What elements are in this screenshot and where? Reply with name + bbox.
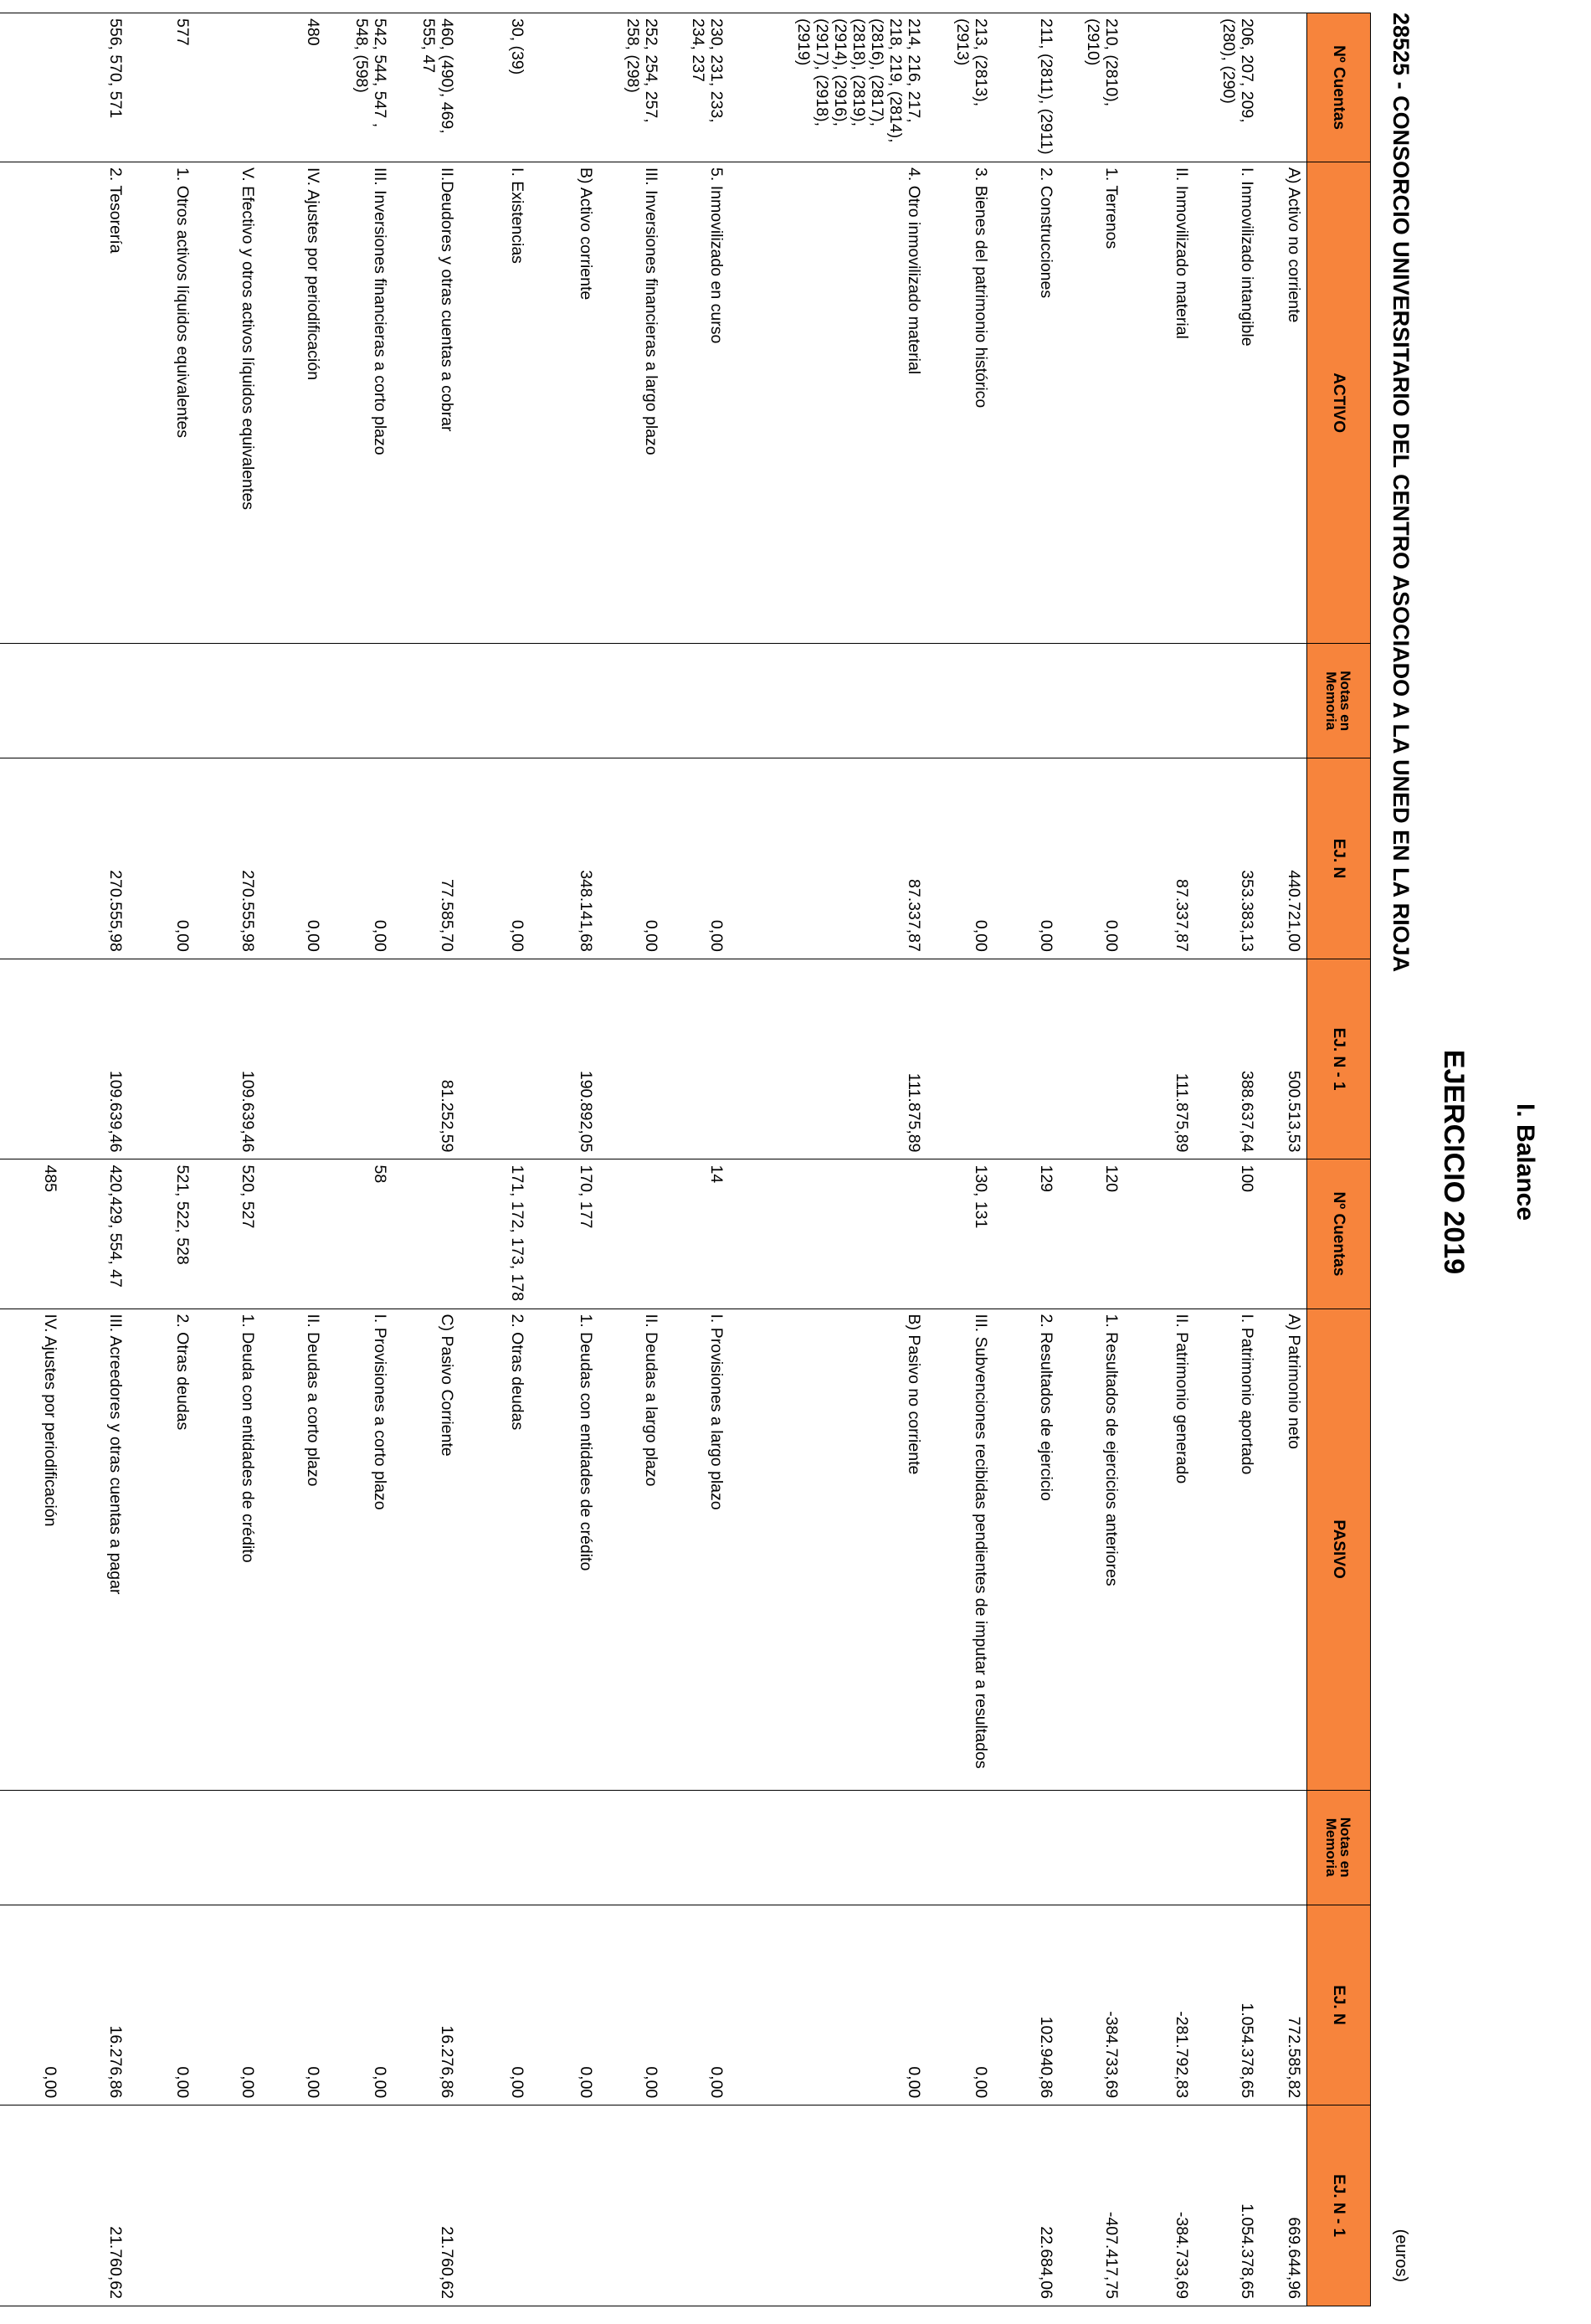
entity-heading: 28525 - CONSORCIO UNIVERSITARIO DEL CENTRO ASOCIADO A LA UNED EN LA RIOJA	[1388, 13, 1414, 973]
activo-accounts-cell: 214, 216, 217, 218, 219, (2814), (2816), (2817), (2818), (2819), (2914), (2916), (2917), (2918), (2919)	[730, 13, 927, 162]
pasivo-notes-cell	[1260, 1790, 1307, 1905]
pasivo-notes-cell	[0, 1790, 64, 1905]
activo-label-cell: III. Inversiones financieras a largo plazo	[599, 162, 665, 644]
pasivo-label-cell: B) Pasivo no corriente	[730, 1309, 927, 1790]
activo-notes-cell	[0, 644, 64, 758]
activo-label-cell: I. Inmovilizado intangible	[1195, 162, 1260, 644]
activo-notes-cell	[326, 644, 393, 758]
balance-table	[0, 13, 1371, 2306]
col-header-accounts-pasivo: Nº Cuentas	[1307, 1159, 1371, 1309]
pasivo-accounts-cell: 170, 177	[531, 1159, 599, 1309]
table-row	[393, 13, 460, 2306]
activo-label-cell: IV. Ajustes por periodificación	[261, 162, 326, 644]
activo-ejn-value: 0,00	[599, 758, 665, 959]
col-header-notes-pasivo: Notas en Memoria	[1307, 1790, 1371, 1905]
pasivo-notes-cell	[730, 1790, 927, 1905]
activo-ejn-value	[0, 758, 64, 959]
pasivo-label-cell: 1. Resultados de ejercicios anteriores	[1060, 1309, 1125, 1790]
pasivo-ejn-value: -281.792,83	[1125, 1905, 1195, 2105]
pasivo-ejn-value: -384.733,69	[1060, 1905, 1125, 2105]
pasivo-notes-cell	[665, 1790, 730, 1905]
table-row	[261, 13, 326, 2306]
activo-notes-cell	[994, 644, 1060, 758]
pasivo-ejn1-value	[129, 2105, 196, 2306]
pasivo-notes-cell	[326, 1790, 393, 1905]
activo-ejn-value: 270.555,98	[64, 758, 129, 959]
table-row	[1195, 13, 1260, 2306]
pasivo-ejn-value: 0,00	[0, 1905, 64, 2105]
report-title: I. Balance	[1511, 1103, 1539, 1221]
activo-notes-cell	[531, 644, 599, 758]
activo-notes-cell	[730, 644, 927, 758]
activo-label-cell: II. Inmovilizado material	[1125, 162, 1195, 644]
pasivo-ejn1-value	[326, 2105, 393, 2306]
pasivo-ejn-value: 1.054.378,65	[1195, 1905, 1260, 2105]
activo-ejn1-value	[599, 959, 665, 1159]
pasivo-ejn-value: 0,00	[196, 1905, 261, 2105]
pasivo-accounts-cell: 120	[1060, 1159, 1125, 1309]
pasivo-ejn1-value: 669.644,96	[1260, 2105, 1307, 2306]
pasivo-ejn-value: 0,00	[326, 1905, 393, 2105]
pasivo-accounts-cell: 485	[0, 1159, 64, 1309]
activo-notes-cell	[1060, 644, 1125, 758]
pasivo-accounts-cell: 171, 172, 173, 178	[460, 1159, 531, 1309]
activo-ejn-value: 0,00	[994, 758, 1060, 959]
activo-ejn-value: 348.141,68	[531, 758, 599, 959]
activo-accounts-cell: 252, 254, 257, 258, (298)	[599, 13, 665, 162]
pasivo-label-cell: 1. Deuda con entidades de crédito	[196, 1309, 261, 1790]
activo-notes-cell	[196, 644, 261, 758]
activo-ejn-value: 0,00	[129, 758, 196, 959]
pasivo-accounts-cell: 130, 131	[927, 1159, 994, 1309]
pasivo-accounts-cell	[730, 1159, 927, 1309]
pasivo-label-cell: 1. Deudas con entidades de crédito	[531, 1309, 599, 1790]
pasivo-label-cell: C) Pasivo Corriente	[393, 1309, 460, 1790]
activo-accounts-cell: 213, (2813), (2913)	[927, 13, 994, 162]
activo-accounts-cell: 30, (39)	[460, 13, 531, 162]
activo-notes-cell	[261, 644, 326, 758]
activo-ejn1-value	[994, 959, 1060, 1159]
activo-ejn-value: 87.337,87	[730, 758, 927, 959]
activo-notes-cell	[460, 644, 531, 758]
activo-ejn1-value	[261, 959, 326, 1159]
pasivo-ejn1-value: 21.760,62	[393, 2105, 460, 2306]
pasivo-notes-cell	[1060, 1790, 1125, 1905]
activo-ejn-value: 77.585,70	[393, 758, 460, 959]
pasivo-ejn-value: 16.276,86	[64, 1905, 129, 2105]
activo-accounts-cell: 542, 544, 547 , 548, (598)	[326, 13, 393, 162]
activo-ejn1-value	[665, 959, 730, 1159]
activo-ejn1-value	[1060, 959, 1125, 1159]
activo-label-cell: 2. Tesorería	[64, 162, 129, 644]
table-row	[1125, 13, 1195, 2306]
pasivo-label-cell: III. Acreedores y otras cuentas a pagar	[64, 1309, 129, 1790]
col-header-activo: ACTIVO	[1307, 162, 1371, 644]
activo-ejn-value: 0,00	[326, 758, 393, 959]
activo-label-cell: 2. Construcciones	[994, 162, 1060, 644]
pasivo-ejn-value: 0,00	[129, 1905, 196, 2105]
pasivo-accounts-cell: 520, 527	[196, 1159, 261, 1309]
activo-label-cell: III. Inversiones financieras a corto plazo	[326, 162, 393, 644]
pasivo-ejn-value: 0,00	[730, 1905, 927, 2105]
pasivo-ejn1-value	[261, 2105, 326, 2306]
pasivo-label-cell: I. Patrimonio aportado	[1195, 1309, 1260, 1790]
activo-ejn1-value: 109.639,46	[196, 959, 261, 1159]
pasivo-ejn1-value: -407.417,75	[1060, 2105, 1125, 2306]
activo-ejn-value: 0,00	[261, 758, 326, 959]
table-row	[994, 13, 1060, 2306]
pasivo-ejn-value: 0,00	[599, 1905, 665, 2105]
pasivo-ejn1-value	[0, 2105, 64, 2306]
table-row	[460, 13, 531, 2306]
pasivo-accounts-cell	[1125, 1159, 1195, 1309]
pasivo-label-cell: II. Deudas a largo plazo	[599, 1309, 665, 1790]
col-header-ejn1-pasivo: EJ. N - 1	[1307, 2105, 1371, 2306]
activo-ejn1-value: 190.892,05	[531, 959, 599, 1159]
activo-ejn1-value	[129, 959, 196, 1159]
activo-notes-cell	[1195, 644, 1260, 758]
pasivo-notes-cell	[531, 1790, 599, 1905]
activo-notes-cell	[665, 644, 730, 758]
pasivo-accounts-cell	[261, 1159, 326, 1309]
table-row	[0, 13, 64, 2306]
activo-notes-cell	[1260, 644, 1307, 758]
pasivo-ejn-value: 16.276,86	[393, 1905, 460, 2105]
activo-label-cell: V. Efectivo y otros activos líquidos equivalentes	[196, 162, 261, 644]
table-row	[531, 13, 599, 2306]
pasivo-ejn1-value	[196, 2105, 261, 2306]
pasivo-ejn1-value	[531, 2105, 599, 2306]
activo-ejn1-value: 109.639,46	[64, 959, 129, 1159]
pasivo-ejn-value: 0,00	[665, 1905, 730, 2105]
activo-ejn-value: 270.555,98	[196, 758, 261, 959]
activo-notes-cell	[599, 644, 665, 758]
pasivo-ejn1-value	[599, 2105, 665, 2306]
activo-ejn1-value	[460, 959, 531, 1159]
currency-units: (euros)	[1392, 2229, 1410, 2282]
activo-notes-cell	[64, 644, 129, 758]
pasivo-notes-cell	[1125, 1790, 1195, 1905]
activo-label-cell: I. Existencias	[460, 162, 531, 644]
pasivo-label-cell: 2. Resultados de ejercicio	[994, 1309, 1060, 1790]
pasivo-label-cell: II. Patrimonio generado	[1125, 1309, 1195, 1790]
pasivo-accounts-cell: 100	[1195, 1159, 1260, 1309]
activo-ejn1-value: 111.875,89	[1125, 959, 1195, 1159]
pasivo-ejn1-value: -384.733,69	[1125, 2105, 1195, 2306]
activo-ejn1-value	[0, 959, 64, 1159]
pasivo-label-cell: I. Provisiones a corto plazo	[326, 1309, 393, 1790]
table-row	[196, 13, 261, 2306]
activo-accounts-cell: 210, (2810), (2910)	[1060, 13, 1125, 162]
activo-ejn1-value	[927, 959, 994, 1159]
activo-accounts-cell: 556, 570, 571	[64, 13, 129, 162]
pasivo-ejn1-value: 1.054.378,65	[1195, 2105, 1260, 2306]
col-header-notes-activo: Notas en Memoria	[1307, 644, 1371, 758]
col-header-ejn-pasivo: EJ. N	[1307, 1905, 1371, 2105]
activo-notes-cell	[393, 644, 460, 758]
activo-accounts-cell: 577	[129, 13, 196, 162]
activo-label-cell: II.Deudores y otras cuentas a cobrar	[393, 162, 460, 644]
pasivo-ejn-value: 0,00	[460, 1905, 531, 2105]
activo-label-cell: A) Activo no corriente	[1260, 162, 1307, 644]
pasivo-label-cell: 2. Otras deudas	[460, 1309, 531, 1790]
activo-accounts-cell	[0, 13, 64, 162]
activo-accounts-cell: 460, (490), 469, 555, 47	[393, 13, 460, 162]
activo-notes-cell	[927, 644, 994, 758]
table-row	[730, 13, 927, 2306]
pasivo-ejn-value: 0,00	[531, 1905, 599, 2105]
pasivo-ejn-value: 0,00	[927, 1905, 994, 2105]
activo-notes-cell	[129, 644, 196, 758]
activo-notes-cell	[1125, 644, 1195, 758]
col-header-accounts-activo: Nº Cuentas	[1307, 13, 1371, 162]
pasivo-notes-cell	[927, 1790, 994, 1905]
activo-accounts-cell	[1260, 13, 1307, 162]
pasivo-notes-cell	[460, 1790, 531, 1905]
activo-label-cell: 1. Terrenos	[1060, 162, 1125, 644]
pasivo-notes-cell	[261, 1790, 326, 1905]
pasivo-notes-cell	[393, 1790, 460, 1905]
activo-ejn-value: 0,00	[1060, 758, 1125, 959]
pasivo-accounts-cell: 521, 522, 528	[129, 1159, 196, 1309]
activo-accounts-cell: 211, (2811), (2911)	[994, 13, 1060, 162]
activo-ejn1-value: 500.513,53	[1260, 959, 1307, 1159]
activo-ejn-value: 87.337,87	[1125, 758, 1195, 959]
pasivo-ejn1-value: 22.684,06	[994, 2105, 1060, 2306]
pasivo-ejn-value: 102.940,86	[994, 1905, 1060, 2105]
pasivo-accounts-cell: 58	[326, 1159, 393, 1309]
activo-label-cell: 5. Inmovilizado en curso	[665, 162, 730, 644]
pasivo-label-cell: 2. Otras deudas	[129, 1309, 196, 1790]
pasivo-ejn1-value	[665, 2105, 730, 2306]
pasivo-notes-cell	[599, 1790, 665, 1905]
activo-accounts-cell	[531, 13, 599, 162]
table-row	[665, 13, 730, 2306]
activo-accounts-cell	[1125, 13, 1195, 162]
col-header-ejn-activo: EJ. N	[1307, 758, 1371, 959]
pasivo-ejn-value: 0,00	[261, 1905, 326, 2105]
fiscal-year-heading: EJERCICIO 2019	[1438, 1049, 1470, 1275]
pasivo-accounts-cell	[1260, 1159, 1307, 1309]
activo-accounts-cell: 480	[261, 13, 326, 162]
pasivo-label-cell: III. Subvenciones recibidas pendientes de imputar a resultados	[927, 1309, 994, 1790]
pasivo-accounts-cell: 14	[665, 1159, 730, 1309]
activo-ejn1-value: 81.252,59	[393, 959, 460, 1159]
pasivo-ejn-value: 772.585,82	[1260, 1905, 1307, 2105]
pasivo-label-cell: I. Provisiones a largo plazo	[665, 1309, 730, 1790]
table-row	[129, 13, 196, 2306]
activo-ejn-value: 0,00	[460, 758, 531, 959]
activo-accounts-cell: 230, 231, 233, 234, 237	[665, 13, 730, 162]
activo-ejn-value: 0,00	[665, 758, 730, 959]
col-header-pasivo: PASIVO	[1307, 1309, 1371, 1790]
pasivo-ejn1-value	[927, 2105, 994, 2306]
pasivo-accounts-cell	[599, 1159, 665, 1309]
table-row	[1260, 13, 1307, 2306]
pasivo-accounts-cell: 420,429, 554, 47	[64, 1159, 129, 1309]
table-row	[64, 13, 129, 2306]
activo-label-cell: 1. Otros activos líquidos equivalentes	[129, 162, 196, 644]
activo-label-cell: 3. Bienes del patrimonio histórico	[927, 162, 994, 644]
table-row	[927, 13, 994, 2306]
activo-ejn1-value: 111.875,89	[730, 959, 927, 1159]
table-row	[326, 13, 393, 2306]
col-header-ejn1-activo: EJ. N - 1	[1307, 959, 1371, 1159]
activo-ejn-value: 0,00	[927, 758, 994, 959]
activo-accounts-cell	[196, 13, 261, 162]
pasivo-notes-cell	[196, 1790, 261, 1905]
pasivo-ejn1-value	[730, 2105, 927, 2306]
table-row	[599, 13, 665, 2306]
activo-label-cell	[0, 162, 64, 644]
pasivo-notes-cell	[994, 1790, 1060, 1905]
pasivo-notes-cell	[64, 1790, 129, 1905]
activo-ejn-value: 353.383,13	[1195, 758, 1260, 959]
pasivo-accounts-cell	[393, 1159, 460, 1309]
activo-accounts-cell: 206, 207, 209, (280), (290)	[1195, 13, 1260, 162]
activo-ejn1-value: 388.637,64	[1195, 959, 1260, 1159]
pasivo-notes-cell	[1195, 1790, 1260, 1905]
activo-ejn1-value	[326, 959, 393, 1159]
activo-ejn-value: 440.721,00	[1260, 758, 1307, 959]
pasivo-ejn1-value: 21.760,62	[64, 2105, 129, 2306]
table-body	[0, 13, 1307, 2306]
table-row	[1060, 13, 1125, 2306]
table-header-row	[1307, 13, 1371, 2306]
pasivo-accounts-cell: 129	[994, 1159, 1060, 1309]
pasivo-label-cell: A) Patrimonio neto	[1260, 1309, 1307, 1790]
activo-label-cell: B) Activo corriente	[531, 162, 599, 644]
pasivo-notes-cell	[129, 1790, 196, 1905]
pasivo-ejn1-value	[460, 2105, 531, 2306]
pasivo-label-cell: IV. Ajustes por periodificación	[0, 1309, 64, 1790]
activo-label-cell: 4. Otro inmovilizado material	[730, 162, 927, 644]
pasivo-label-cell: II. Deudas a corto plazo	[261, 1309, 326, 1790]
